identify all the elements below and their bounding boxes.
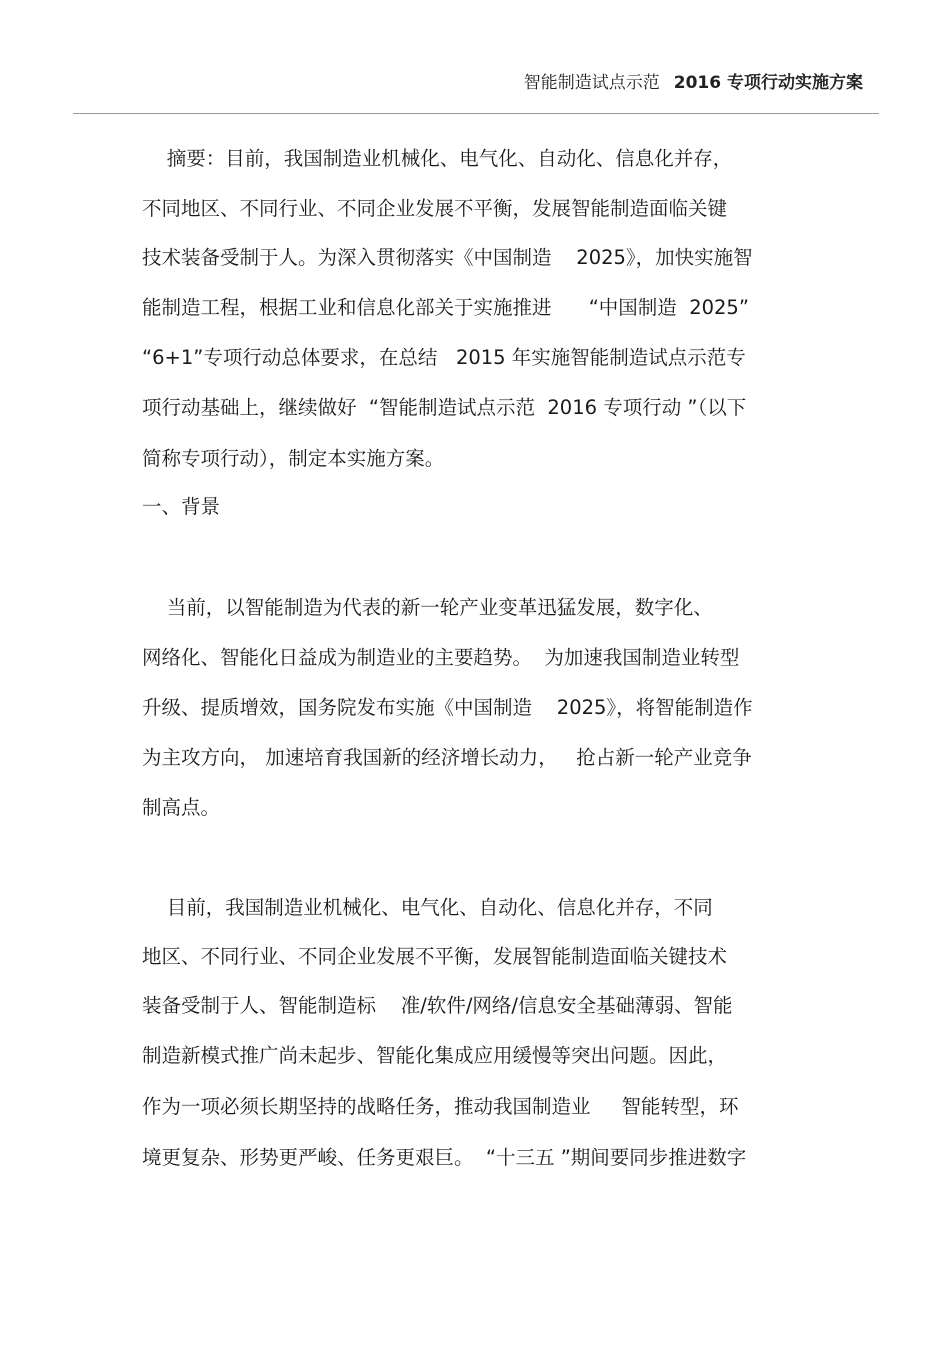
paragraph2-line-3: 装备受制于人、智能制造标 准/软件/网络/信息安全基础薄弱、智能 bbox=[142, 994, 733, 1017]
paragraph2-line-1: 目前，我国制造业机械化、电气化、自动化、信息化并存，不同 bbox=[142, 896, 713, 919]
header-title: 智能制造试点示范 bbox=[523, 73, 660, 93]
page-header bbox=[524, 68, 863, 93]
paragraph2-line-4: 制造新模式推广尚未起步、智能化集成应用缓慢等突出问题。因此， bbox=[142, 1044, 728, 1067]
paragraph1-line-1: 当前，以智能制造为代表的新一轮产业变革迅猛发展，数字化、 bbox=[142, 596, 713, 619]
paragraph2-line-2: 地区、不同行业、不同企业发展不平衡，发展智能制造面临关键技术 bbox=[142, 945, 728, 968]
abstract-line-3: 技术装备受制于人。为深入贯彻落实《中国制造 2025》，加快实施智 bbox=[142, 246, 753, 269]
abstract-line-6: 项行动基础上，继续做好 “智能制造试点示范 2016 专项行动 ”（以下 bbox=[142, 396, 747, 419]
abstract-line-7: 简称专项行动），制定本实施方案。 bbox=[142, 447, 445, 470]
abstract-line-2: 不同地区、不同行业、不同企业发展不平衡，发展智能制造面临关键 bbox=[142, 197, 728, 220]
paragraph2-line-6: 境更复杂、形势更严峻、任务更艰巨。 “十三五 ”期间要同步推进数字 bbox=[142, 1146, 747, 1169]
paragraph1-line-2: 网络化、智能化日益成为制造业的主要趋势。 为加速我国制造业转型 bbox=[142, 646, 740, 669]
paragraph2-line-5: 作为一项必须长期坚持的战略任务，推动我国制造业 智能转型，环 bbox=[142, 1095, 739, 1118]
paragraph1-line-3: 升级、提质增效，国务院发布实施《中国制造 2025》，将智能制造作 bbox=[142, 696, 753, 719]
paragraph1-line-4: 为主攻方向， 加速培育我国新的经济增长动力， 抢占新一轮产业竞争 bbox=[142, 746, 752, 769]
abstract-line-5: “6+1”专项行动总体要求，在总结 2015 年实施智能制造试点示范专 bbox=[142, 346, 746, 369]
abstract-line-1: 摘要：目前，我国制造业机械化、电气化、自动化、信息化并存， bbox=[142, 147, 733, 170]
header-year-title: 2016 专项行动实施方案 bbox=[673, 73, 863, 93]
header-divider bbox=[73, 113, 879, 114]
paragraph1-line-5: 制高点。 bbox=[142, 796, 221, 819]
section-heading-background: 一、背景 bbox=[142, 495, 221, 518]
abstract-line-4: 能制造工程，根据工业和信息化部关于实施推进 “中国制造 2025” bbox=[142, 296, 749, 319]
